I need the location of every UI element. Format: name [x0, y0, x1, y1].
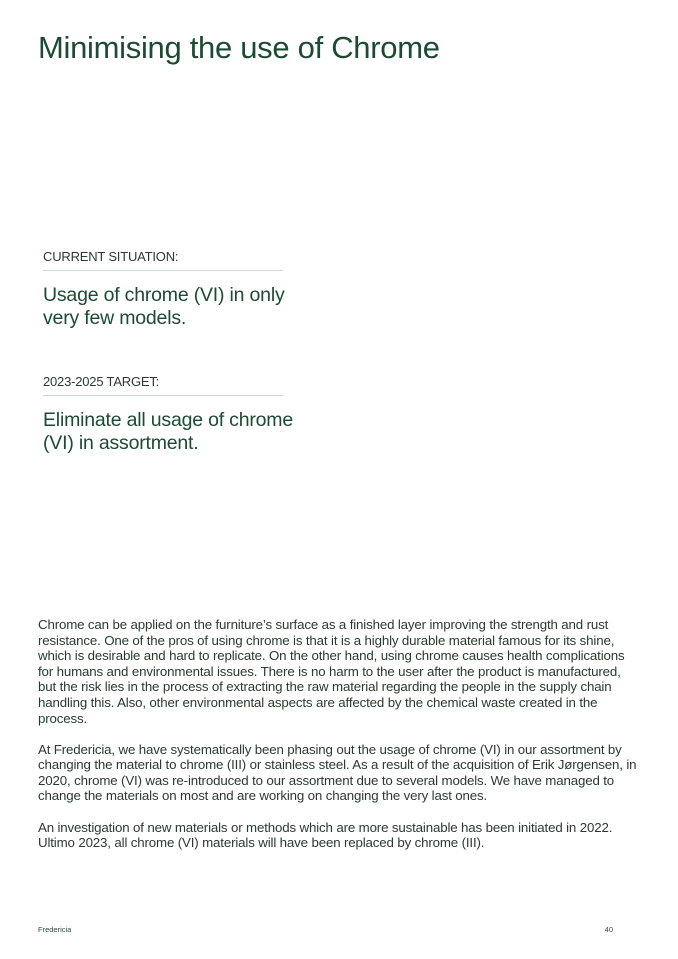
paragraph-1: Chrome can be applied on the furniture’s surface as a finished layer improving the strength and rust resistance. One of the pros of using chrome is that it is a highly durable material famous for its shine, which is desirable and hard to replicate. On the other hand, using chrome causes health complications for humans and environmental issues. There is no harm to the user after the product is manufactured, but the risk lies in the process of extracting the raw material regarding the people in the supply chain handling this. Also, other environmental aspects are affected by the chemical waste created in the process. — [38, 617, 625, 726]
current-situation-text: Usage of chrome (VI) in only very few models. — [43, 284, 285, 329]
target-label: 2023-2025 TARGET: — [43, 374, 283, 396]
body-text — [38, 617, 638, 866]
paragraph-3: An investigation of new materials or methods which are more sustainable has been initiated in 2022. Ultimo 2023, all chrome (VI) materials will have been replaced by chrome (III). — [38, 819, 613, 851]
target-text: Eliminate all usage of chrome (VI) in assortment. — [43, 409, 293, 454]
paragraph-2: At Fredericia, we have systematically been phasing out the usage of chrome (VI) in our assortment by changing the material to chrome (III) or stainless steel. As a result of the acquisition of Erik Jørgensen, in 2020, chrome (VI) was re-introduced to our assortment due to several models. We have managed to change the materials on most and are working on changing the very last ones. — [38, 741, 637, 804]
footer-brand: Fredericia — [38, 925, 72, 934]
current-situation-label: CURRENT SITUATION: — [43, 249, 283, 271]
page-title: Minimising the use of Chrome — [38, 30, 440, 65]
footer-page-number: 40 — [604, 925, 613, 934]
target-block — [43, 374, 293, 455]
current-situation-block — [43, 249, 283, 330]
